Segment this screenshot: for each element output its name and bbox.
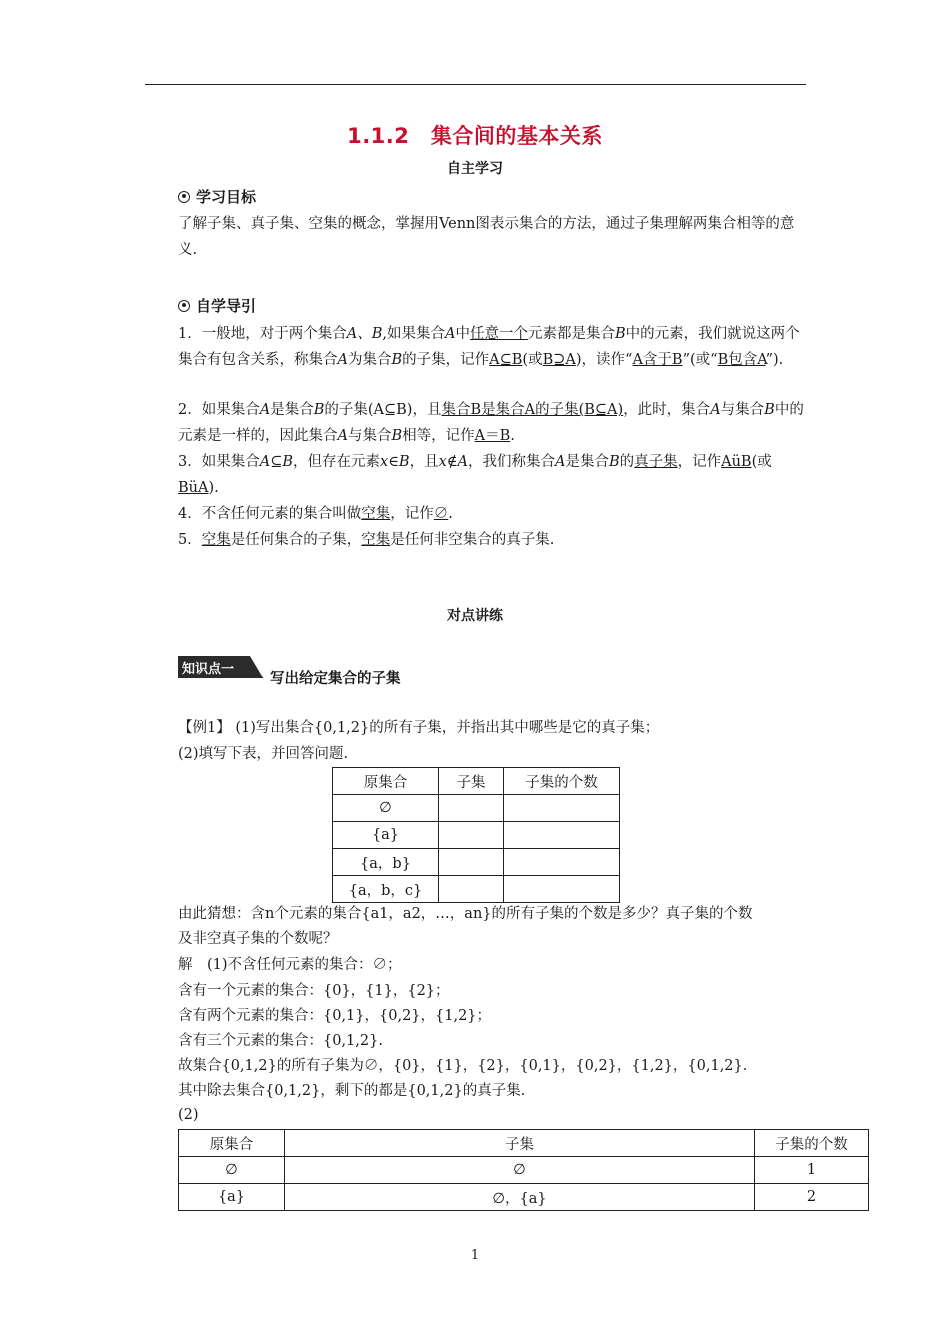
- table-cell: [439, 795, 504, 822]
- example-question-2: (2)填写下表，并回答问题.: [178, 746, 349, 762]
- guess-line-2: 及非空真子集的个数呢？: [178, 931, 338, 947]
- goals-text: 了解子集、真子集、空集的概念，掌握用Venn图表示集合的方法，通过子集理解两集合相等的意义.: [178, 216, 795, 258]
- table-cell: [504, 822, 620, 849]
- table-cell: ∅: [179, 1157, 285, 1184]
- solution-line-2: 含有一个元素的集合：{0}，{1}，{2}；: [178, 983, 450, 999]
- table-cell: ∅: [285, 1157, 755, 1184]
- subset-table-answer: [178, 1129, 869, 1211]
- guide-item-1: 1．一般地，对于两个集合A、B,如果集合A中任意一个元素都是集合B中的元素，我们就说这两个集合有包含关系，称集合A为集合B的子集，记作A⊆B(或B⊇A)，读作“A含于B”(或“B包含A”).: [178, 326, 800, 368]
- guide-item-4: 4．不含任何元素的集合叫做空集，记作∅.: [178, 506, 453, 522]
- table-cell: ∅，{a}: [285, 1184, 755, 1211]
- table-cell: {a}: [333, 822, 439, 849]
- target-bullet-icon: [178, 300, 190, 312]
- table-cell: [439, 849, 504, 876]
- table-cell: {a，b，c}: [333, 876, 439, 903]
- table-header-cell: 子集的个数: [755, 1130, 869, 1157]
- solution-line-7: (2): [178, 1107, 199, 1123]
- table-row: [333, 822, 620, 849]
- solution-line-1: 解 (1)不含任何元素的集合：∅；: [178, 957, 402, 973]
- page-title: 1.1.2 集合间的基本关系: [347, 124, 603, 148]
- table-header-cell: 原集合: [333, 768, 439, 795]
- table-header-cell: 子集: [439, 768, 504, 795]
- table-header-cell: 原集合: [179, 1130, 285, 1157]
- table-row: [333, 876, 620, 903]
- solution-line-5: 故集合{0,1,2}的所有子集为∅，{0}，{1}，{2}，{0,1}，{0,2}，{1,2}，{0,1,2}.: [178, 1058, 748, 1074]
- example-question-1: 【例1】 (1)写出集合{0,1,2}的所有子集，并指出其中哪些是它的真子集；: [178, 720, 660, 736]
- table-cell: {a，b}: [333, 849, 439, 876]
- target-bullet-icon: [178, 191, 190, 203]
- self-study-heading: 自主学习: [447, 161, 503, 177]
- tag-label: 知识点一: [182, 662, 235, 677]
- guide-item-3: 3．如果集合A⊆B，但存在元素x∈B，且x∉A，我们称集合A是集合B的真子集，记作AüB(或BüA).: [178, 454, 772, 496]
- solution-line-3: 含有两个元素的集合：{0,1}，{0,2}，{1,2}；: [178, 1008, 492, 1024]
- table-cell: [439, 876, 504, 903]
- header-rule: [145, 84, 806, 85]
- guide-item-2: 2．如果集合A是集合B的子集(A⊆B)，且集合B是集合A的子集(B⊆A)，此时，集合A与集合B中的元素是一样的，因此集合A与集合B相等，记作A＝B.: [178, 402, 804, 444]
- goals-heading: 学习目标: [178, 186, 256, 207]
- guide-heading: 自学导引: [178, 295, 256, 316]
- practice-heading: 对点讲练: [447, 608, 503, 624]
- table-header-cell: 子集: [285, 1130, 755, 1157]
- table-row: [333, 795, 620, 822]
- table-cell: 1: [755, 1157, 869, 1184]
- solution-line-6: 其中除去集合{0,1,2}，剩下的都是{0,1,2}的真子集.: [178, 1083, 526, 1099]
- table-cell: [504, 795, 620, 822]
- knowledge-point-title: 写出给定集合的子集: [270, 671, 401, 687]
- table-cell: [504, 876, 620, 903]
- table-cell: {a}: [179, 1184, 285, 1211]
- table-header-row: [333, 768, 620, 795]
- knowledge-point-tag: [178, 656, 263, 678]
- subset-table-blank: [332, 767, 620, 903]
- guess-line-1: 由此猜想：含n个元素的集合{a1，a2，…，an}的所有子集的个数是多少？真子集的个数: [178, 906, 753, 922]
- example-label: 【例1】: [178, 720, 231, 736]
- table-row: [179, 1184, 869, 1211]
- table-cell: 2: [755, 1184, 869, 1211]
- table-row: [333, 849, 620, 876]
- table-cell: [439, 822, 504, 849]
- solution-line-4: 含有三个元素的集合：{0,1,2}.: [178, 1033, 383, 1049]
- table-row: [179, 1157, 869, 1184]
- table-cell: ∅: [333, 795, 439, 822]
- table-cell: [504, 849, 620, 876]
- table-header-row: [179, 1130, 869, 1157]
- table-header-cell: 子集的个数: [504, 768, 620, 795]
- guide-item-5: 5．空集是任何集合的子集，空集是任何非空集合的真子集.: [178, 532, 555, 548]
- page-number: 1: [470, 1248, 480, 1263]
